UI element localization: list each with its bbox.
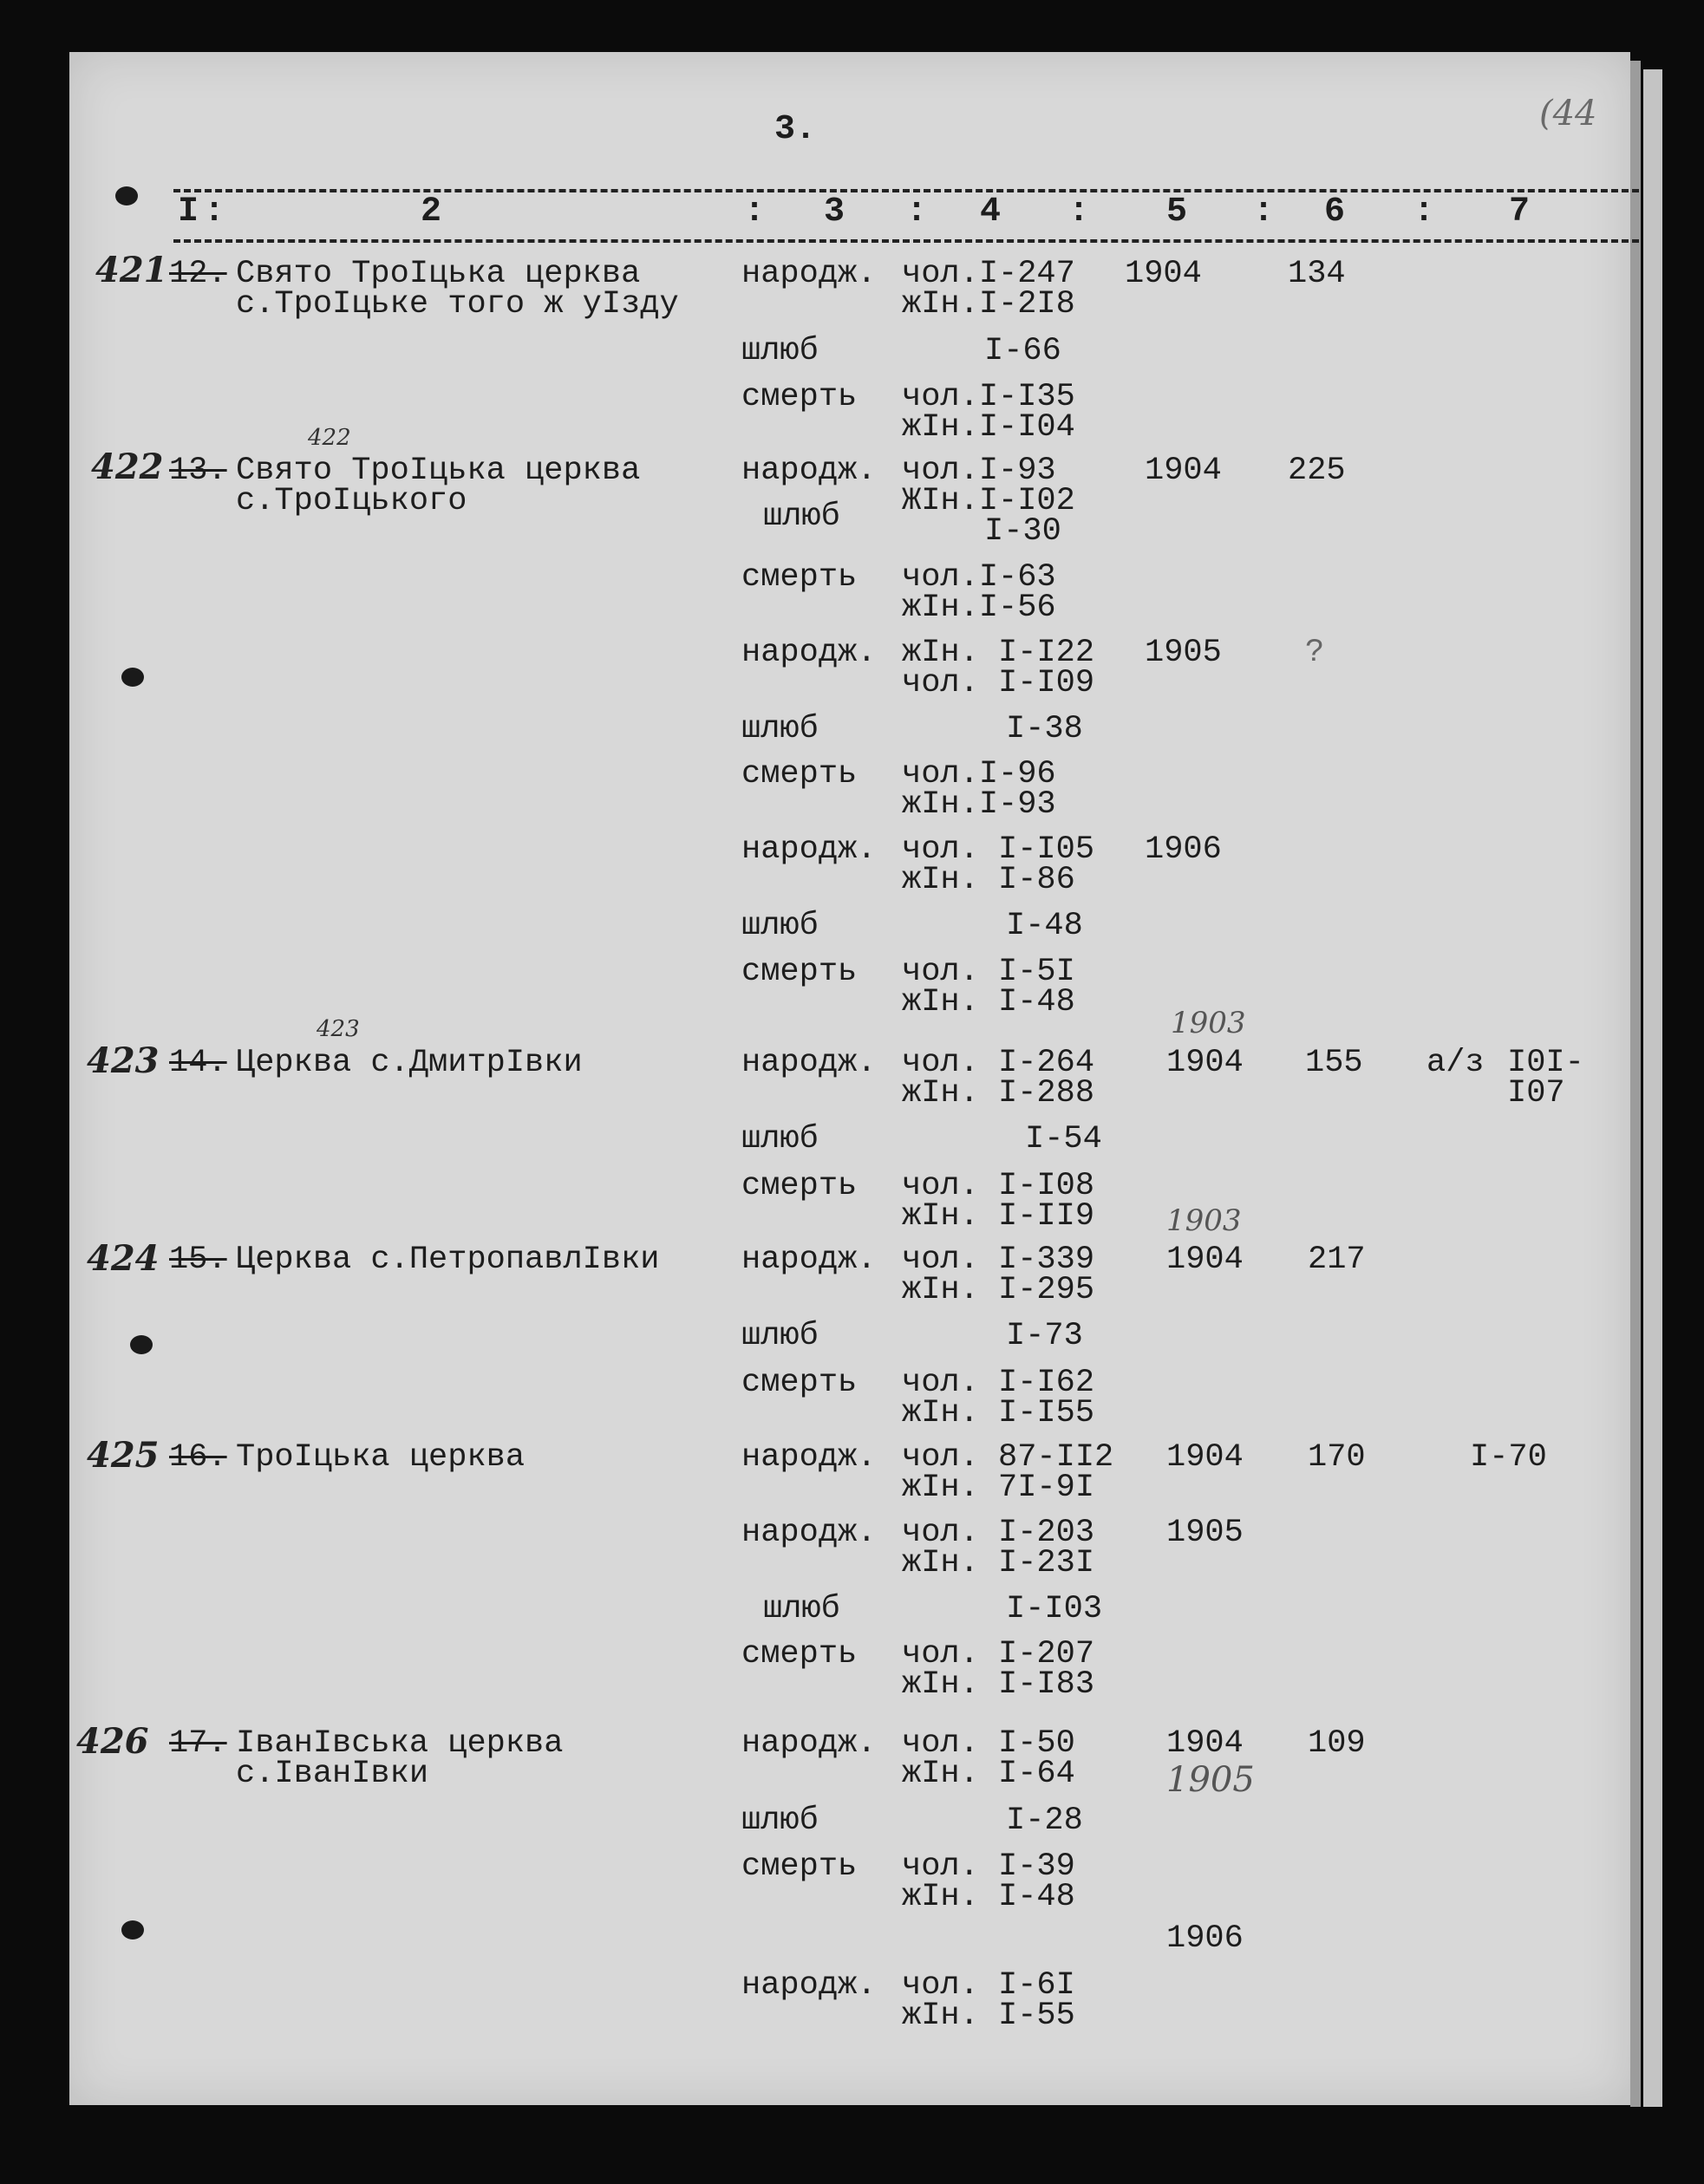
margin-number: 424	[87, 1238, 160, 1279]
header-col-1: I	[178, 192, 199, 231]
page-edge-back	[1643, 69, 1662, 2107]
record-col7: І-70	[1470, 1439, 1547, 1476]
record-count: жІн. І-86	[902, 862, 1075, 898]
record-type: шлюб	[741, 1318, 819, 1354]
record-type: смерть	[741, 379, 858, 415]
record-type: народж.	[741, 453, 877, 489]
record-type: смерть	[741, 756, 858, 792]
handwritten-year: 1905	[1166, 1760, 1255, 1800]
record-year: 1904	[1145, 453, 1222, 489]
header-sep: :	[744, 192, 766, 231]
record-count: І-30	[984, 513, 1061, 550]
record-count: чол. І-39	[902, 1848, 1075, 1885]
record-col7: І0І-	[1507, 1045, 1584, 1081]
entry-title: ІванІвська церква	[236, 1725, 564, 1762]
record-type: шлюб	[763, 1591, 840, 1627]
record-count: чол. І-І09	[902, 665, 1095, 701]
record-type: народж.	[741, 1515, 877, 1551]
entry-title: Церква с.ПетропавлІвки	[236, 1242, 660, 1278]
record-year: 1904	[1166, 1045, 1244, 1081]
record-count: жІн. І-288	[902, 1075, 1095, 1112]
handwritten-number: 423	[317, 1016, 360, 1042]
record-type: народж.	[741, 831, 877, 868]
header-col-5: 5	[1166, 192, 1188, 231]
record-type: шлюб	[763, 499, 840, 535]
record-count: жІн. І-295	[902, 1272, 1095, 1308]
header-col-3: 3	[824, 192, 845, 231]
record-count: чол. І-5І	[902, 954, 1075, 990]
record-type: народж.	[741, 256, 877, 292]
record-count: чол. І-264	[902, 1045, 1095, 1081]
record-count: жІн.І-56	[902, 590, 1056, 626]
record-count: жІн.І-2І8	[902, 286, 1075, 323]
record-count: І-І03	[1006, 1591, 1103, 1627]
record-count: жІн. І-23І	[902, 1545, 1095, 1581]
entry-title: Церква с.ДмитрІвки	[236, 1045, 583, 1081]
record-type: смерть	[741, 1636, 858, 1672]
record-col7: а/з	[1427, 1045, 1485, 1081]
header-sep: :	[1253, 192, 1275, 231]
record-year: 1905	[1166, 1515, 1244, 1551]
punch-hole	[130, 1335, 153, 1354]
record-type: народж.	[741, 1967, 877, 2004]
record-count: чол. І-50	[902, 1725, 1075, 1762]
handwritten-year: 1903	[1171, 1006, 1246, 1040]
record-count: жІн. 7І-9І	[902, 1470, 1095, 1506]
record-count: жІн. І-55	[902, 1998, 1075, 2034]
record-year: 1906	[1166, 1920, 1244, 1957]
record-count: чол. І-І62	[902, 1365, 1095, 1401]
record-count: І-54	[1025, 1121, 1102, 1157]
record-col6: 170	[1308, 1439, 1366, 1476]
record-year: 1904	[1166, 1725, 1244, 1762]
record-type: шлюб	[741, 333, 819, 369]
record-count: жІн. І-І22	[902, 635, 1095, 671]
item-number: 17.	[169, 1725, 227, 1762]
header-sep: :	[906, 192, 928, 231]
header-sep: :	[1068, 192, 1090, 231]
record-col6: 155	[1305, 1045, 1363, 1081]
margin-number: 426	[76, 1721, 149, 1762]
margin-number: 423	[87, 1040, 160, 1081]
record-count: чол. І-6І	[902, 1967, 1075, 2004]
record-count: чол.І-63	[902, 559, 1056, 596]
record-count: чол.І-96	[902, 756, 1056, 792]
record-type: народж.	[741, 1242, 877, 1278]
item-number: 12.	[169, 256, 227, 292]
record-type: шлюб	[741, 1121, 819, 1157]
record-type: народж.	[741, 1439, 877, 1476]
page-number: 3.	[774, 110, 817, 149]
record-count: жІн. І-48	[902, 984, 1075, 1020]
header-sep: :	[204, 192, 225, 231]
record-count: чол. І-І05	[902, 831, 1095, 868]
record-type: шлюб	[741, 711, 819, 747]
record-count: жІн. І-48	[902, 1879, 1075, 1915]
item-number: 13.	[169, 453, 227, 489]
header-sep: :	[1413, 192, 1435, 231]
item-number: 16.	[169, 1439, 227, 1476]
record-count: жІн.І-І04	[902, 409, 1075, 446]
record-count: жІн. І-І55	[902, 1395, 1095, 1431]
record-type: шлюб	[741, 1803, 819, 1839]
record-type: народж.	[741, 1045, 877, 1081]
record-col6: 225	[1288, 453, 1346, 489]
record-count: жІн. І-64	[902, 1756, 1075, 1792]
record-type: смерть	[741, 1848, 858, 1885]
record-count: жІн. І-ІІ9	[902, 1198, 1095, 1235]
entry-title: ТроІцька церква	[236, 1439, 526, 1476]
margin-number: 421	[95, 250, 168, 290]
record-count: І-28	[1006, 1803, 1083, 1839]
handwritten-year: 1903	[1166, 1203, 1242, 1238]
record-col6: ?	[1305, 635, 1325, 671]
header-col-2: 2	[421, 192, 442, 231]
record-year: 1904	[1166, 1242, 1244, 1278]
record-col6: 217	[1308, 1242, 1366, 1278]
record-type: смерть	[741, 1168, 858, 1204]
record-count: чол. І-І08	[902, 1168, 1095, 1204]
entry-title-line2: с.ТроІцького	[236, 483, 467, 519]
record-count: І-48	[1006, 908, 1083, 944]
record-count: І-73	[1006, 1318, 1083, 1354]
punch-hole	[121, 668, 144, 687]
record-year: 1906	[1145, 831, 1222, 868]
record-count: жІн. І-І83	[902, 1666, 1095, 1703]
item-number: 15.	[169, 1242, 227, 1278]
record-type: народж.	[741, 1725, 877, 1762]
record-count: чол. І-203	[902, 1515, 1095, 1551]
record-count: жІн.І-93	[902, 786, 1056, 823]
record-count: чол. І-339	[902, 1242, 1095, 1278]
record-count: чол. 87-ІІ2	[902, 1439, 1114, 1476]
record-count: ЖІн.І-І02	[902, 483, 1075, 519]
record-type: смерть	[741, 954, 858, 990]
record-count: чол.І-І35	[902, 379, 1075, 415]
page-edge	[1630, 61, 1641, 2107]
archive-number: (44	[1539, 94, 1597, 134]
punch-hole	[121, 1920, 144, 1940]
record-type: смерть	[741, 1365, 858, 1401]
record-count: чол. І-207	[902, 1636, 1095, 1672]
entry-title-line2: с.ІванІвки	[236, 1756, 429, 1792]
record-col7: І07	[1507, 1075, 1565, 1112]
handwritten-number: 422	[308, 425, 351, 451]
header-col-4: 4	[980, 192, 1002, 231]
record-count: І-38	[1006, 711, 1083, 747]
record-type: шлюб	[741, 908, 819, 944]
header-col-7: 7	[1509, 192, 1531, 231]
record-type: смерть	[741, 559, 858, 596]
record-type: народж.	[741, 635, 877, 671]
record-col6: 109	[1308, 1725, 1366, 1762]
record-year: 1904	[1166, 1439, 1244, 1476]
record-year: 1904	[1125, 256, 1202, 292]
record-count: І-66	[984, 333, 1061, 369]
header-dash-bottom	[173, 239, 1639, 243]
punch-hole	[115, 186, 138, 205]
header-col-6: 6	[1324, 192, 1346, 231]
record-count: чол.І-247	[902, 256, 1075, 292]
record-count: чол.І-93	[902, 453, 1056, 489]
margin-number: 425	[87, 1435, 160, 1476]
item-number: 14.	[169, 1045, 227, 1081]
record-year: 1905	[1145, 635, 1222, 671]
margin-number: 422	[91, 447, 164, 487]
entry-title: Свято ТроІцька церква	[236, 453, 641, 489]
record-col6: 134	[1288, 256, 1346, 292]
entry-title-line2: с.ТроІцьке того ж уІзду	[236, 286, 679, 323]
entry-title: Свято ТроІцька церква	[236, 256, 641, 292]
